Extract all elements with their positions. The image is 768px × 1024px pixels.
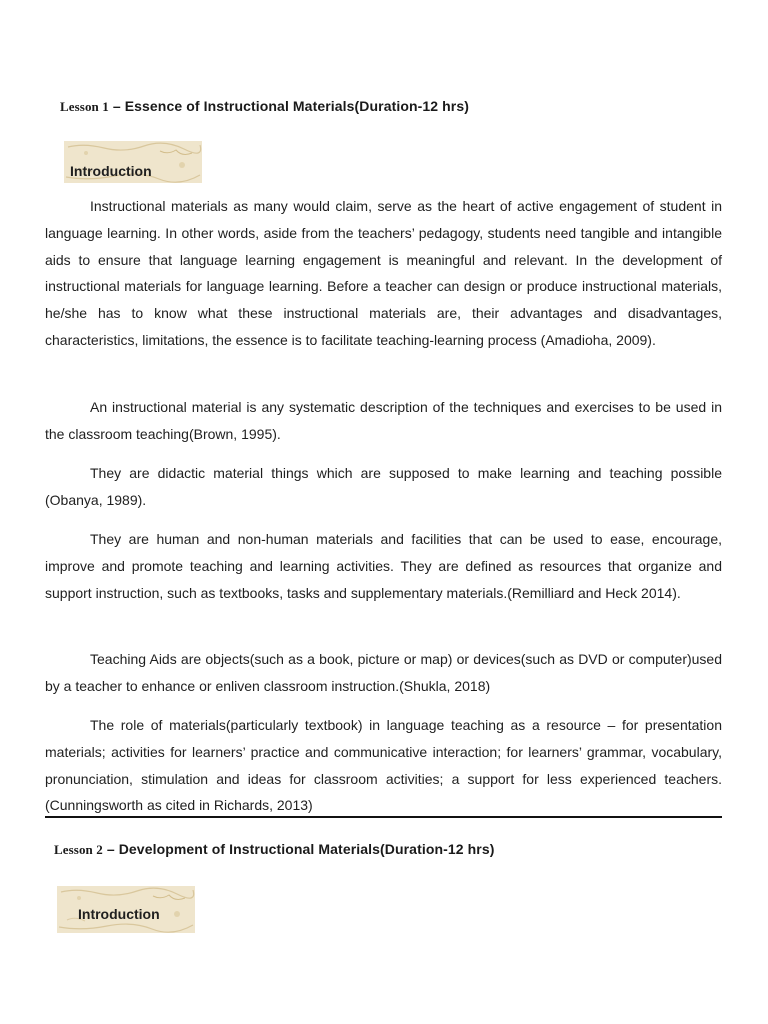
paragraph-3: They are didactic material things which are supposed to make learning and teaching possible (Obanya, 1989). (45, 465, 722, 508)
lesson-1-heading (60, 98, 469, 115)
paragraph-1: Instructional materials as many would claim, serve as the heart of active engagement of student in language learning. In other words, aside from the teachers’ pedagogy, students need tangible and intangible aids to ensure that language learning engagement is meaningful and relevant. In the development of instructional materials for language learning. Before a teacher can design or produce instructional materials, he/she has to know what these instructional materials are, their advantages and disadvantages, characteristics, limitations, the essence is to facilitate teaching-learning process (Amadioha, 2009). (45, 198, 722, 348)
paragraph-2: An instructional material is any systematic description of the techniques and exercises to be used in the classroom teaching(Brown, 1995). (45, 399, 722, 442)
paragraph-4: They are human and non-human materials and facilities that can be used to ease, encourage, improve and promote teaching and learning activities. They are defined as resources that organize and support instruction, such as textbooks, tasks and supplementary materials.(Remilliard and Heck 2014). (45, 531, 722, 601)
introduction-banner-1 (64, 141, 202, 183)
introduction-label-1: Introduction (70, 163, 152, 179)
paragraph-6: The role of materials(particularly textbook) in language teaching as a resource – for presentation materials; activities for learners’ practice and communicative interaction; for learners’ grammar, vocabulary, pronunciation, stimulation and ideas for classroom activities; a support for less experienced teachers.(Cunningsworth as cited in Richards, 2013) (45, 717, 722, 814)
section-divider (45, 816, 722, 818)
lesson-1-title: – Essence of Instructional Materials(Duration-12 hrs) (108, 98, 470, 114)
lesson-1-label: Lesson 1 (60, 99, 109, 114)
lesson-2-heading (54, 841, 495, 858)
lesson-2-title: – Development of Instructional Materials(Duration-12 hrs) (102, 841, 495, 857)
paragraph-5: Teaching Aids are objects(such as a book, picture or map) or devices(such as DVD or computer)used by a teacher to enhance or enliven classroom instruction.(Shukla, 2018) (45, 651, 722, 694)
introduction-label-2: Introduction (78, 906, 160, 922)
lesson-2-label: Lesson 2 (54, 842, 103, 857)
introduction-banner-2 (57, 886, 195, 933)
